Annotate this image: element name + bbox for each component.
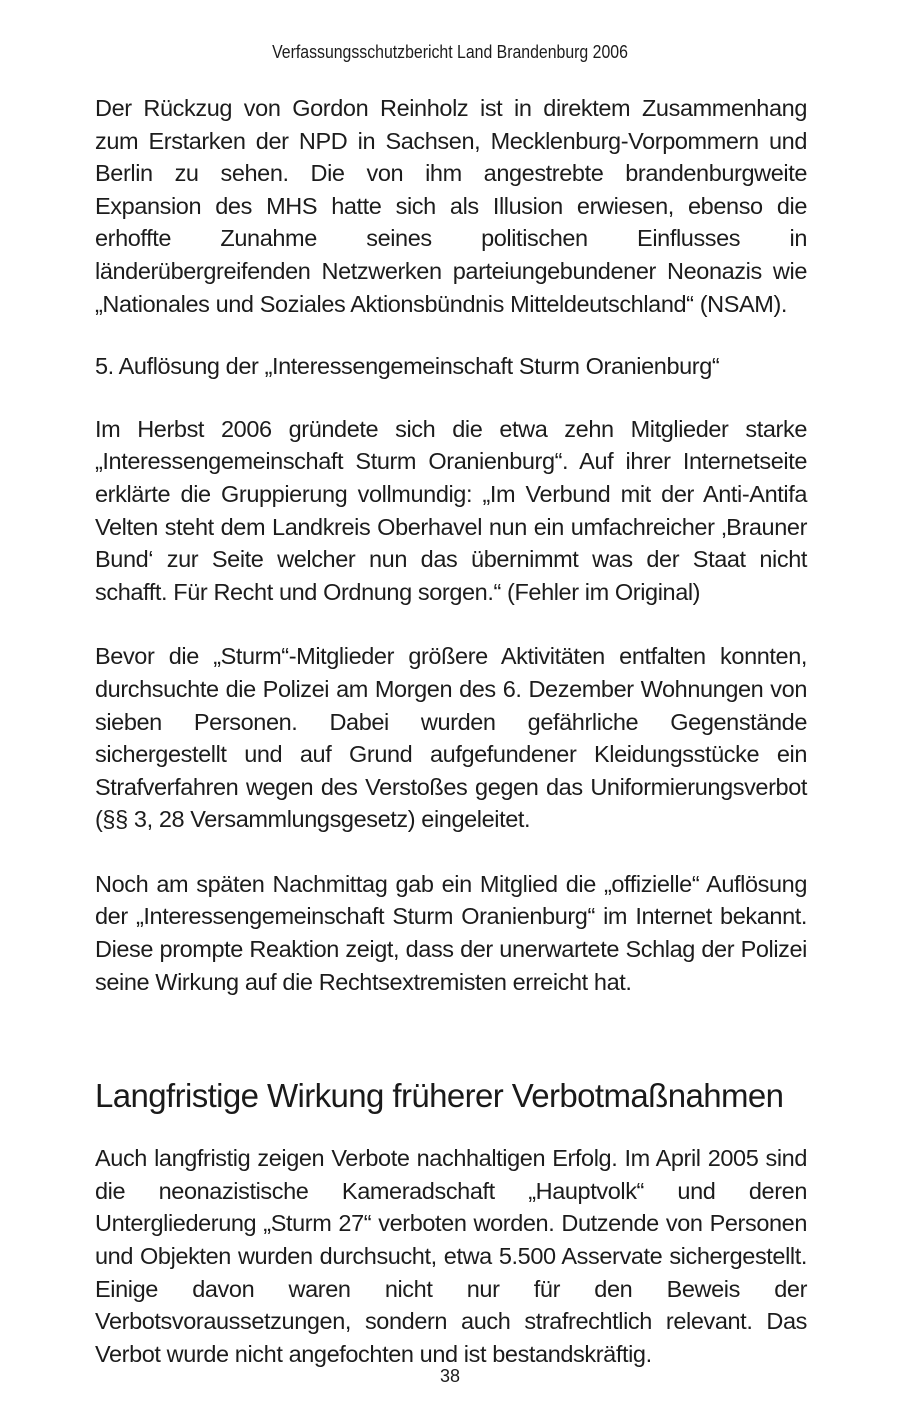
page-content: [95, 92, 807, 1370]
page-number: 38: [439, 1366, 461, 1386]
subsection-title: 5. Auflösung der „Interessengemeinschaft Sturm Oranienburg“: [95, 353, 720, 380]
paragraph: Noch am späten Nachmittag gab ein Mitglied die „offizielle“ Auflösung der „Interessengemeinschaft Sturm Oranienburg“ im Internet bekannt. Diese prompte Reaktion zeigt, dass der unerwartete Schlag der Polizei seine Wirkung auf die Rechtsextremisten erreicht hat.: [95, 870, 807, 995]
paragraph: Im Herbst 2006 gründete sich die etwa zehn Mitglieder starke „Interessengemeinschaft Sturm Oranienburg“. Auf ihrer Internetseite erklärte die Gruppierung vollmundig: „Im Verbund mit der Anti-Antifa Velten steht dem Landkreis Oberhavel nun ein umfachreicher ‚Brauner Bund‘ zur Seite welcher nun das übernimmt was der Staat nicht schafft. Für Recht und Ordnung sorgen.“ (Fehler im Original): [95, 415, 807, 605]
paragraph: Der Rückzug von Gordon Reinholz ist in direktem Zusammenhang zum Erstarken der NPD in Sachsen, Mecklenburg-Vorpommern und Berlin zu sehen. Die von ihm angestrebte brandenburgweite Expansion des MHS hatte sich als Illusion erwiesen, ebenso die erhoffte Zunahme seines politischen Einflusses in länderübergreifenden Netzwerken parteiungebundener Neonazis wie „Nationales und Soziales Aktionsbündnis Mitteldeutschland“ (NSAM).: [95, 95, 807, 317]
paragraph: Bevor die „Sturm“-Mitglieder größere Aktivitäten entfalten konnten, durchsuchte die Polizei am Morgen des 6. Dezember Wohnungen von sieben Personen. Dabei wurden gefährliche Gegenstände sichergestellt und auf Grund aufgefundener Kleidungsstücke ein Strafverfahren wegen des Verstoßes gegen das Uniformierungsverbot (§§ 3, 28 Versammlungsgesetz) eingeleitet.: [95, 643, 807, 833]
paragraph: Auch langfristig zeigen Verbote nachhaltigen Erfolg. Im April 2005 sind die neonazistische Kameradschaft „Hauptvolk“ und deren Untergliederung „Sturm 27“ verboten worden. Dutzende von Personen und Objekten wurden durchsucht, etwa 5.500 Asservate sichergestellt. Einige davon waren nicht nur für den Beweis der Verbotsvoraussetzungen, sondern auch strafrechtlich relevant. Das Verbot wurde nicht angefochten und ist bestandskräftig.: [95, 1145, 807, 1367]
section-heading: Langfristige Wirkung früherer Verbotmaßnahmen: [95, 1077, 784, 1115]
running-header: Verfassungsschutzbericht Land Brandenburg 2006: [272, 42, 628, 62]
